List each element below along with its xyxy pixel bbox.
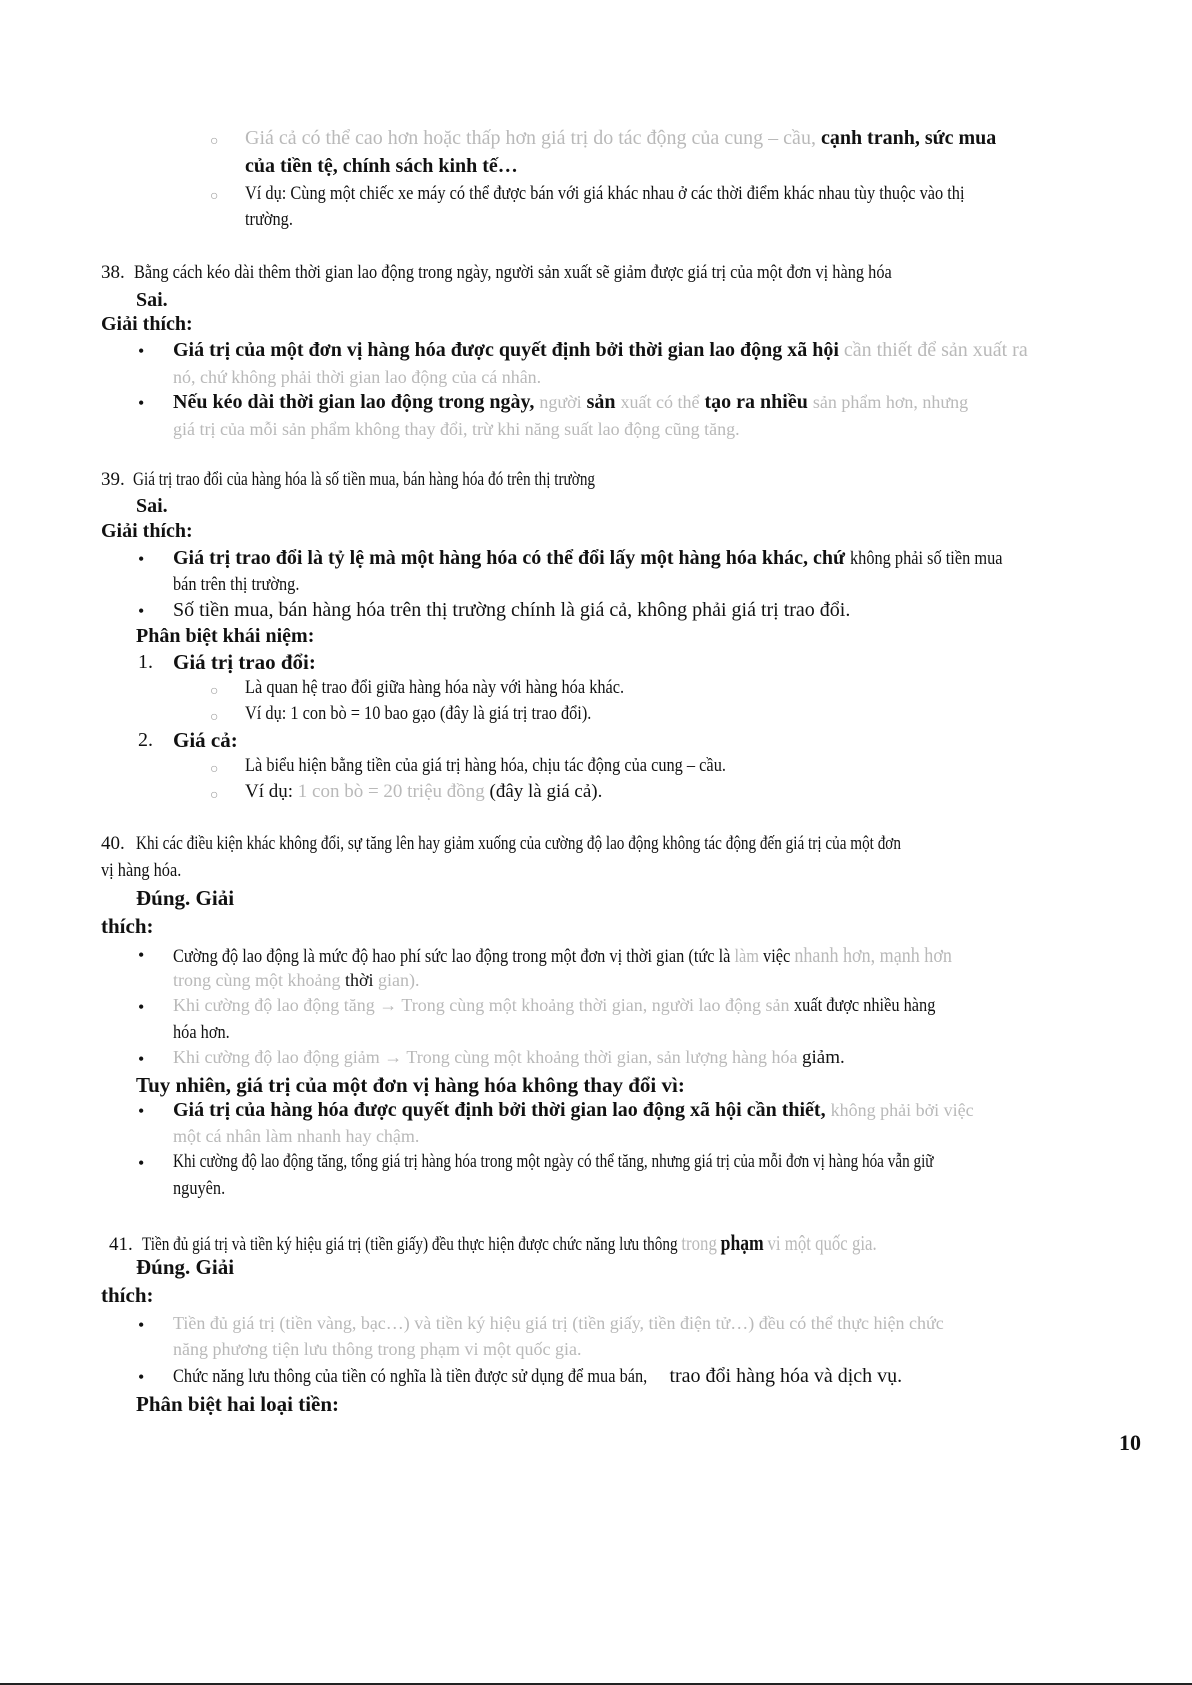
q39-c2b1: Ví dụ: — [245, 781, 294, 802]
q41-point-1b: năng phương tiện lưu thông trong phạm vi một quốc gia. — [173, 1339, 582, 1359]
bullet-dot: • — [138, 549, 145, 569]
q41-qb: trong — [680, 1231, 717, 1255]
bullet-dot: • — [138, 1153, 145, 1173]
q40-point-2 — [173, 995, 958, 1017]
q39-concept-1b — [245, 703, 648, 725]
bullet-dot: • — [138, 393, 145, 413]
q41-qa: Tiền đủ giá trị và tiền ký hiệu giá trị (tiền giấy) đều thực hiện được chức năng lưu thông — [141, 1234, 678, 1255]
hollow-circle-bullet: ○ — [210, 788, 219, 803]
bullet-dot: • — [138, 945, 145, 965]
q40-p1a: Cường độ lao động là mức độ hao phí sức lao động trong một đơn vị thời gian (tức là — [173, 946, 731, 967]
q39-num: 39. — [101, 469, 125, 490]
q39-c2b3: (đây là giá cả). — [489, 781, 603, 802]
q39-concept-2-title: Giá cả: — [173, 728, 238, 752]
intro-b2b: trường. — [245, 209, 293, 230]
q38-question — [101, 262, 1015, 284]
intro-line-2: của tiền tệ, chính sách kinh tế… — [245, 155, 518, 177]
bullet-dot: • — [138, 601, 145, 621]
q41-qc: phạm — [720, 1230, 764, 1255]
q40-question-1 — [101, 833, 1092, 855]
q41-p2b: trao đổi hàng hóa và dịch vụ. — [669, 1365, 903, 1387]
intro-line-3 — [245, 183, 1082, 205]
q39-c2a: Là biểu hiện bằng tiền của giá trị hàng hóa, chịu tác động của cung – cầu. — [245, 755, 726, 776]
q40-point-2b — [173, 1022, 239, 1044]
q39-concept-1a — [245, 677, 686, 699]
q39-concept-2-num: 2. — [138, 729, 153, 751]
q41-q-wrap — [142, 1230, 877, 1256]
q40-point-5 — [173, 1151, 1124, 1173]
q40-p1f: thời — [344, 970, 374, 990]
intro-line-4 — [245, 209, 301, 231]
q41-distinguish-heading: Phân biệt hai loại tiền: — [136, 1392, 340, 1416]
q40-p1b: làm — [734, 946, 759, 967]
q40-point-5b — [173, 1178, 234, 1200]
q38-p2f: sản phẩm hơn, nhưng — [812, 392, 969, 412]
q40-point-1b — [173, 970, 420, 991]
intro-b1a: Giá cả có thể cao hơn hoặc thấp hơn giá trị do tác động của cung – cầu, — [245, 127, 816, 149]
q40-p4b: không phải bởi việc — [830, 1100, 974, 1120]
q40-p1-wrap — [173, 943, 952, 968]
q39-c2b2: 1 con bò = 20 triệu đồng — [297, 781, 485, 802]
q40-q2: vị hàng hóa. — [101, 860, 182, 881]
q39-concept-1-num: 1. — [138, 651, 153, 673]
q38-point-2 — [173, 391, 968, 414]
q39-concept-1-title: Giá trị trao đổi: — [173, 650, 316, 674]
q39-p1a: Giá trị trao đổi là tỷ lệ mà một hàng hóa có thể đổi lấy một hàng hóa khác, chứ — [173, 547, 846, 569]
q39-concept-2b — [245, 781, 602, 803]
q39-c1a: Là quan hệ trao đổi giữa hàng hóa này với hàng hóa khác. — [245, 677, 625, 698]
q39-explanation-heading: Giải thích: — [101, 520, 193, 542]
q40-explanation-heading: thích: — [101, 914, 154, 938]
q40-p4a: Giá trị của hàng hóa được quyết định bởi thời gian lao động xã hội cần thiết, — [173, 1099, 826, 1121]
q39-point-1b — [173, 574, 320, 596]
q38-explanation-heading: Giải thích: — [101, 313, 193, 335]
q39-point-1 — [173, 547, 1027, 570]
q40-p2a: Khi cường độ lao động tăng → Trong cùng một khoảng thời gian, người lao động sản — [173, 995, 790, 1015]
q38-p2d: xuất có thể — [620, 392, 700, 412]
q40-p2c: hóa hơn. — [173, 1022, 230, 1043]
q38-point-1b: nó, chứ không phải thời gian lao động của cá nhân. — [173, 367, 542, 387]
q40-p5a: Khi cường độ lao động tăng, tổng giá trị hàng hóa trong một ngày có thể tăng, nhưng giá trị của mỗi đơn vị hàng hóa vẫn giữ — [173, 1151, 934, 1172]
q38-point-2b: giá trị của mỗi sản phẩm không thay đổi, trừ khi năng suất lao động cũng tăng. — [173, 419, 740, 439]
bullet-dot: • — [138, 1315, 145, 1335]
q39-answer: Sai. — [136, 495, 168, 517]
q41-p2a: Chức năng lưu thông của tiền có nghĩa là tiền được sử dụng để mua bán, — [173, 1366, 648, 1387]
q38-p2e: tạo ra nhiều — [704, 391, 808, 413]
q41-qd: vi một quốc gia. — [766, 1231, 877, 1255]
q40-num: 40. — [101, 833, 125, 854]
q40-p3b: giảm. — [802, 1047, 845, 1068]
q40-p3a: Khi cường độ lao động giảm → Trong cùng một khoảng thời gian, sản lượng hàng hóa — [173, 1047, 798, 1067]
bullet-dot: • — [138, 1367, 145, 1387]
page-number: 10 — [1119, 1430, 1141, 1455]
q39-point-2: Số tiền mua, bán hàng hóa trên thị trường chính là giá cả, không phải giá trị trao đổi. — [173, 599, 851, 621]
hollow-circle-bullet: ○ — [210, 684, 219, 699]
hollow-circle-bullet: ○ — [210, 762, 219, 777]
q40-p1g: gian). — [378, 970, 420, 990]
q40-q1: Khi các điều kiện khác không đổi, sự tăng lên hay giảm xuống của cường độ lao động không tác động đến giá trị của một đơn — [135, 833, 901, 854]
intro-b1b: cạnh tranh, sức mua — [820, 127, 997, 149]
q39-distinguish-heading: Phân biệt khái niệm: — [136, 625, 315, 647]
q40-answer: Đúng. Giải — [136, 886, 235, 910]
q39-p1b: không phải số tiền mua — [850, 548, 1003, 569]
q40-point-4 — [173, 1099, 974, 1122]
intro-b2a: Ví dụ: Cùng một chiếc xe máy có thể được bán với giá khác nhau ở các thời điểm khác nhau tùy thuộc vào thị — [245, 183, 965, 204]
q41-point-2 — [173, 1365, 902, 1388]
hollow-circle-bullet: ○ — [210, 189, 219, 204]
q38-p2b: người — [539, 392, 582, 412]
q41-explanation-heading: thích: — [101, 1283, 154, 1307]
q41-num: 41. — [109, 1234, 133, 1255]
q41-question — [109, 1230, 1060, 1256]
q40-p2b: xuất được nhiều hàng — [794, 995, 936, 1016]
q38-num: 38. — [101, 262, 125, 283]
q40-p5b: nguyên. — [173, 1178, 226, 1199]
q41-answer: Đúng. Giải — [136, 1255, 235, 1279]
q39-c1b: Ví dụ: 1 con bò = 10 bao gạo (đây là giá trị trao đổi). — [245, 703, 592, 724]
q38-answer: Sai. — [136, 289, 168, 311]
q40-p1c: việc — [763, 946, 791, 967]
q39-concept-2a — [245, 755, 804, 777]
q40-however-heading: Tuy nhiên, giá trị của một đơn vị hàng hóa không thay đổi vì: — [136, 1073, 685, 1097]
q38-p1a: Giá trị của một đơn vị hàng hóa được quyết định bởi thời gian lao động xã hội — [173, 339, 839, 361]
intro-line-1 — [245, 127, 996, 150]
bullet-dot: • — [138, 341, 145, 361]
q40-p1e: trong cùng một khoảng — [173, 970, 341, 990]
q40-point-1 — [173, 943, 1079, 968]
q39-text: Giá trị trao đổi của hàng hóa là số tiền mua, bán hàng hóa đó trên thị trường — [132, 469, 595, 490]
q38-point-1 — [173, 339, 1028, 362]
q38-p2a: Nếu kéo dài thời gian lao động trong ngày, — [173, 391, 535, 413]
q39-p1c: bán trên thị trường. — [173, 574, 300, 595]
hollow-circle-bullet: ○ — [210, 134, 219, 149]
q38-p2c: sản — [586, 391, 616, 413]
bullet-dot: • — [138, 1049, 145, 1069]
q40-question-2 — [101, 860, 194, 882]
q40-point-3 — [173, 1047, 845, 1069]
q38-p1b: cần thiết để sản xuất ra — [843, 339, 1028, 361]
q40-p1d: nhanh hơn, mạnh hơn — [794, 943, 952, 967]
bullet-dot: • — [138, 997, 145, 1017]
q39-question — [101, 469, 710, 491]
q41-point-1: Tiền đủ giá trị (tiền vàng, bạc…) và tiền ký hiệu giá trị (tiền giấy, tiền điện tử…) đều có thể thực hiện chức — [173, 1313, 944, 1333]
bullet-dot: • — [138, 1101, 145, 1121]
hollow-circle-bullet: ○ — [210, 710, 219, 725]
q40-point-4b: một cá nhân làm nhanh hay chậm. — [173, 1126, 420, 1146]
q38-text: Bằng cách kéo dài thêm thời gian lao động trong ngày, người sản xuất sẽ giảm được giá trị của một đơn vị hàng hóa — [133, 262, 892, 283]
